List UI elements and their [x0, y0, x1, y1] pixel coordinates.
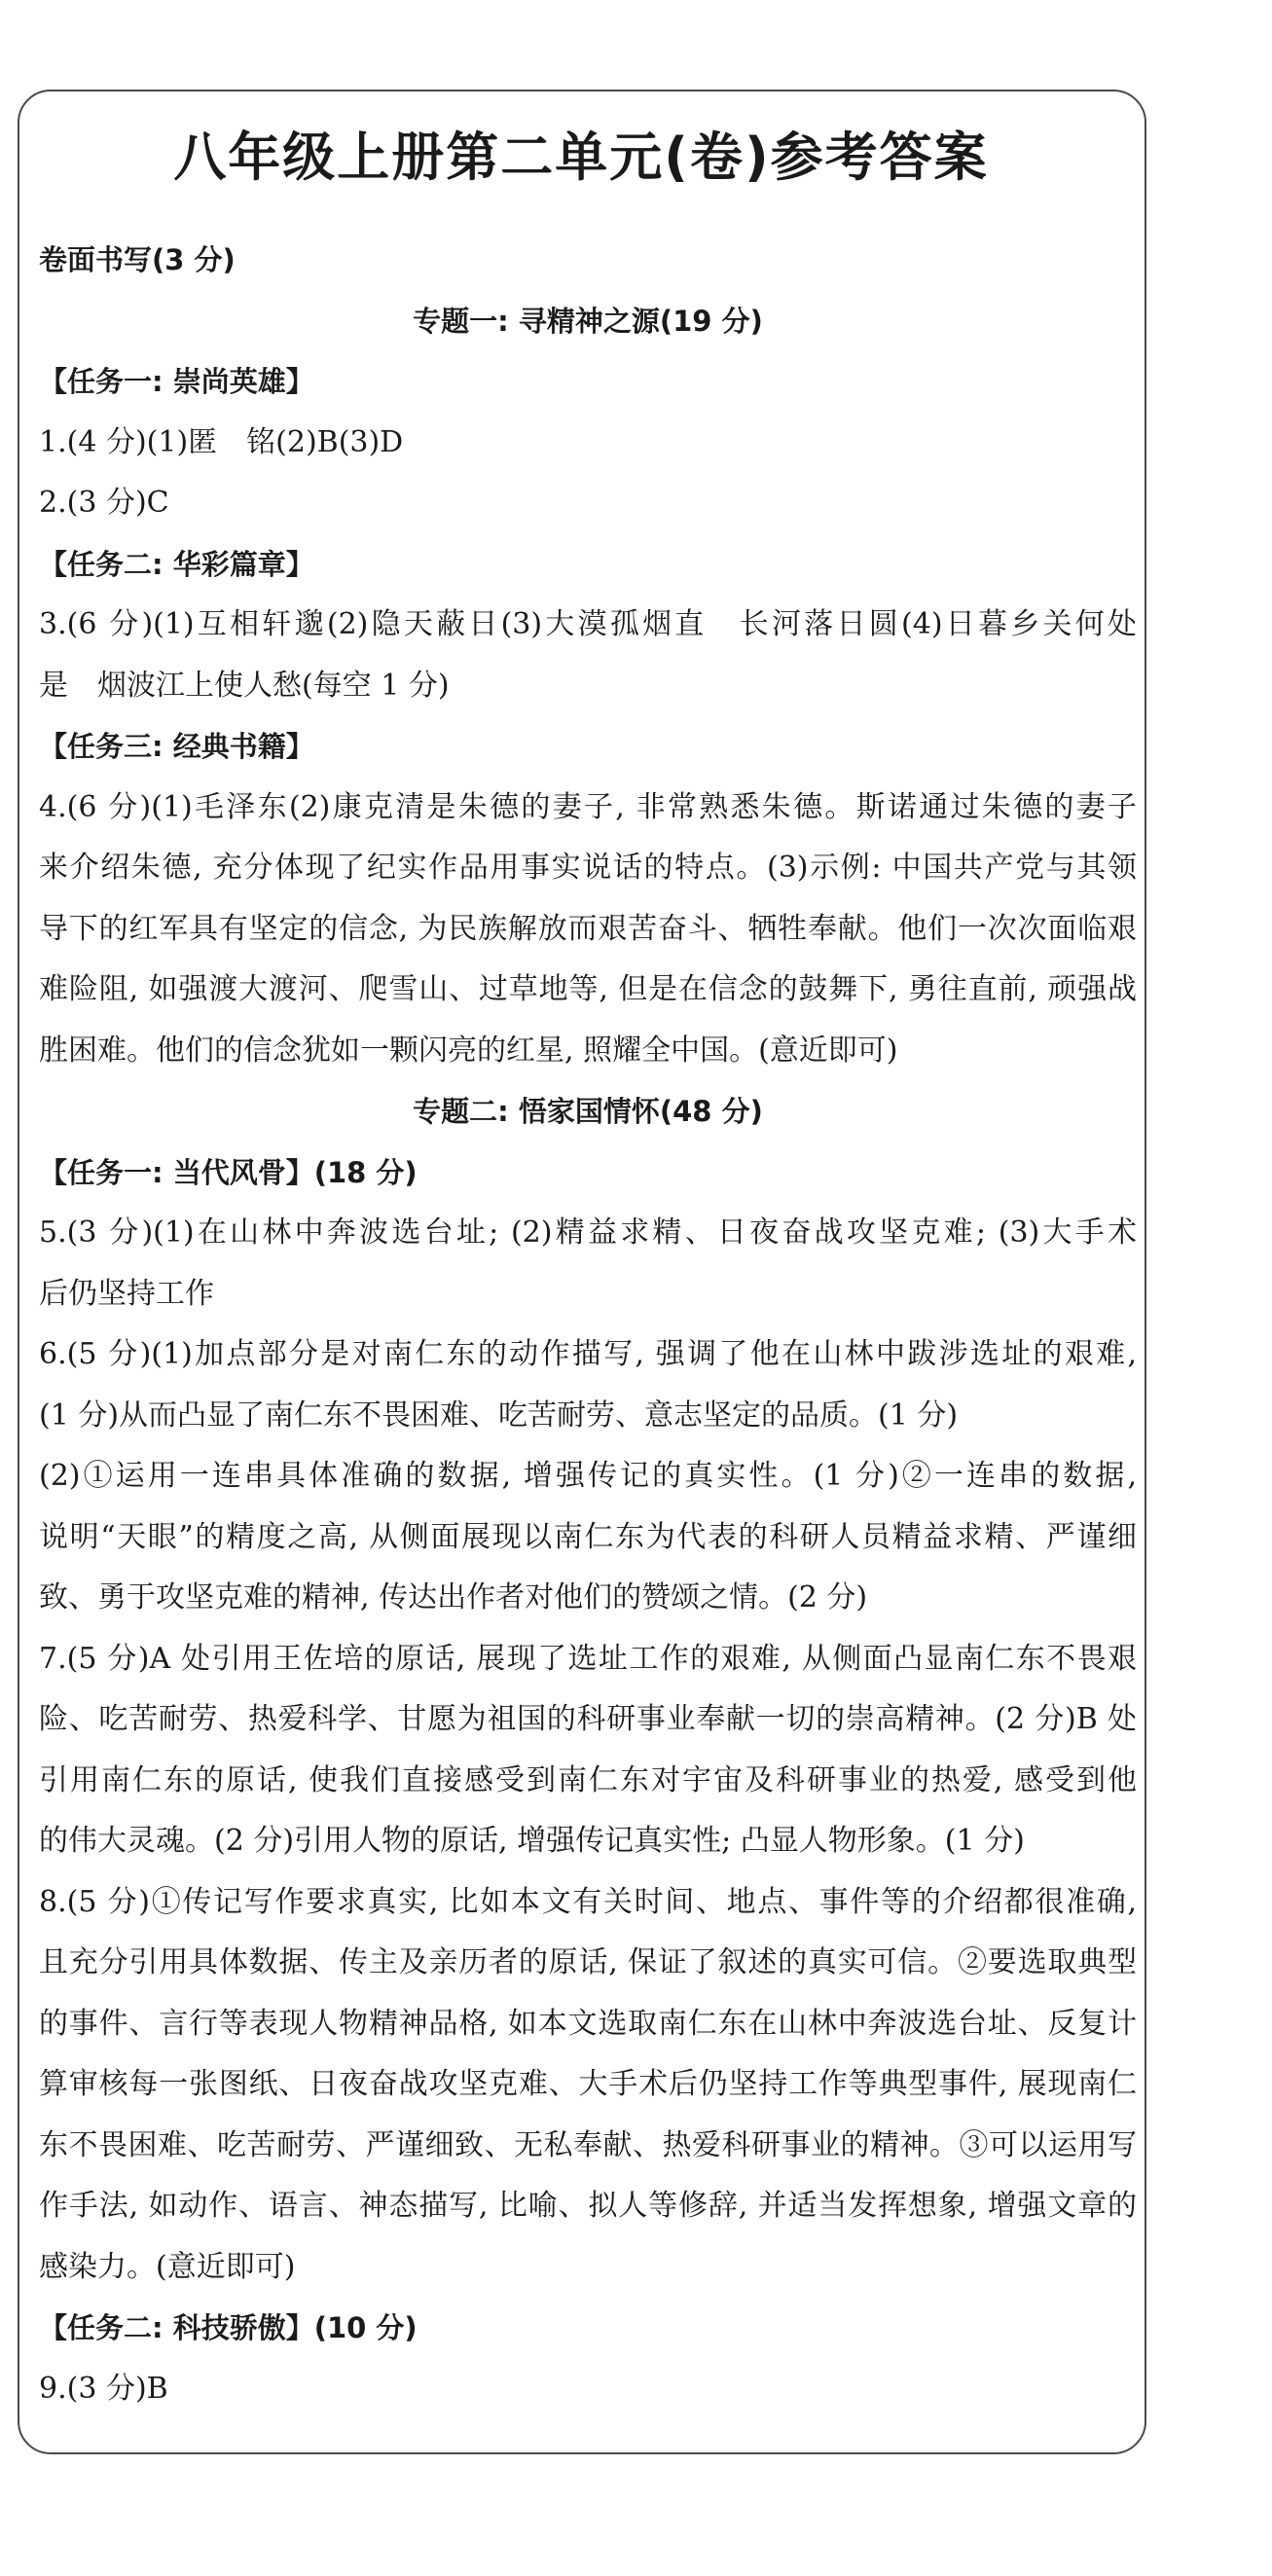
answer-line: 的伟大灵魂。(2 分)引用人物的原话, 增强传记真实性; 凸显人物形象。(1 分) [39, 1824, 1025, 1858]
answer-line: 3.(6 分)(1)互相轩邈(2)隐天蔽日(3)大漠孤烟直 长河落日圆(4)日暮乡关何处 [39, 607, 1137, 641]
answer-line: 导下的红军具有坚定的信念, 为民族解放而艰苦奋斗、牺牲奉献。他们一次次面临艰 [39, 911, 1137, 946]
answer-line: 险、吃苦耐劳、热爱科学、甘愿为祖国的科研事业奉献一切的崇高精神。(2 分)B 处 [39, 1702, 1137, 1736]
handwriting-score: 卷面书写(3 分) [39, 243, 236, 276]
answer-line: 后仍坚持工作 [39, 1276, 214, 1311]
answer-line: 难险阻, 如强渡大渡河、爬雪山、过草地等, 但是在信念的鼓舞下, 勇往直前, 顽强战 [39, 972, 1137, 1006]
answer-content [39, 230, 1137, 2419]
answer-line: 9.(3 分)B [39, 2371, 168, 2406]
answer-line: 2.(3 分)C [39, 486, 169, 520]
answer-line: 8.(5 分)①传记写作要求真实, 比如本文有关时间、地点、事件等的介绍都很准确, [39, 1884, 1137, 1919]
task-heading: 【任务三: 经典书籍】 [39, 730, 314, 763]
answer-line: (1 分)从而凸显了南仁东不畏困难、吃苦耐劳、意志坚定的品质。(1 分) [39, 1397, 959, 1433]
answer-line: 的事件、言行等表现人物精神品格, 如本文选取南仁东在山林中奔波选台址、反复计 [39, 2006, 1137, 2041]
answer-line: (2)①运用一连串具体准确的数据, 增强传记的真实性。(1 分)②一连串的数据, [39, 1459, 1137, 1493]
answer-line: 致、勇于攻坚克难的精神, 传达出作者对他们的赞颂之情。(2 分) [39, 1580, 868, 1615]
answer-line: 7.(5 分)A 处引用王佐培的原话, 展现了选址工作的艰难, 从侧面凸显南仁东不畏艰 [39, 1641, 1137, 1676]
answer-line: 胜困难。他们的信念犹如一颗闪亮的红星, 照耀全中国。(意近即可) [39, 1033, 898, 1068]
answer-line: 6.(5 分)(1)加点部分是对南仁东的动作描写, 强调了他在山林中跋涉选址的艰难, [39, 1337, 1137, 1371]
answer-line: 算审核每一张图纸、日夜奋战攻坚克难、大手术后仍坚持工作等典型事件, 展现南仁 [39, 2067, 1137, 2101]
answer-line: 5.(3 分)(1)在山林中奔波选台址; (2)精益求精、日夜奋战攻坚克难; (3)大手术 [39, 1215, 1137, 1250]
page-title: 八年级上册第二单元(卷)参考答案 [173, 127, 989, 188]
task-heading: 【任务二: 华彩篇章】 [39, 547, 314, 581]
answer-line: 1.(4 分)(1)匿 铭(2)B(3)D [39, 424, 404, 459]
answer-line: 东不畏困难、吃苦耐劳、严谨细致、无私奉献、热爱科研事业的精神。③可以运用写 [39, 2127, 1137, 2162]
answer-line: 来介绍朱德, 充分体现了纪实作品用事实说话的特点。(3)示例: 中国共产党与其领 [39, 851, 1137, 885]
task-heading: 【任务二: 科技骄傲】(10 分) [39, 2311, 418, 2344]
answer-line: 作手法, 如动作、语言、神态描写, 比喻、拟人等修辞, 并适当发挥想象, 增强文章的 [39, 2189, 1137, 2223]
answer-line: 说明“天眼”的精度之高, 从侧面展现以南仁东为代表的科研人员精益求精、严谨细 [39, 1519, 1137, 1554]
answer-line: 引用南仁东的原话, 使我们直接感受到南仁东对宇宙及科研事业的热爱, 感受到他 [39, 1762, 1137, 1797]
answer-line: 且充分引用具体数据、传主及亲历者的原话, 保证了叙述的真实可信。②要选取典型 [39, 1945, 1137, 1979]
answer-line: 是 烟波江上使人愁(每空 1 分) [39, 668, 450, 703]
task-heading: 【任务一: 当代风骨】(18 分) [39, 1155, 418, 1189]
topic-heading-2: 专题二: 悟家国情怀(48 分) [413, 1095, 763, 1128]
answer-line: 感染力。(意近即可) [39, 2249, 296, 2284]
topic-heading-1: 专题一: 寻精神之源(19 分) [413, 304, 763, 338]
task-heading: 【任务一: 崇尚英雄】 [39, 365, 314, 398]
answer-line: 4.(6 分)(1)毛泽东(2)康克清是朱德的妻子, 非常熟悉朱德。斯诺通过朱德的妻子 [39, 789, 1137, 824]
